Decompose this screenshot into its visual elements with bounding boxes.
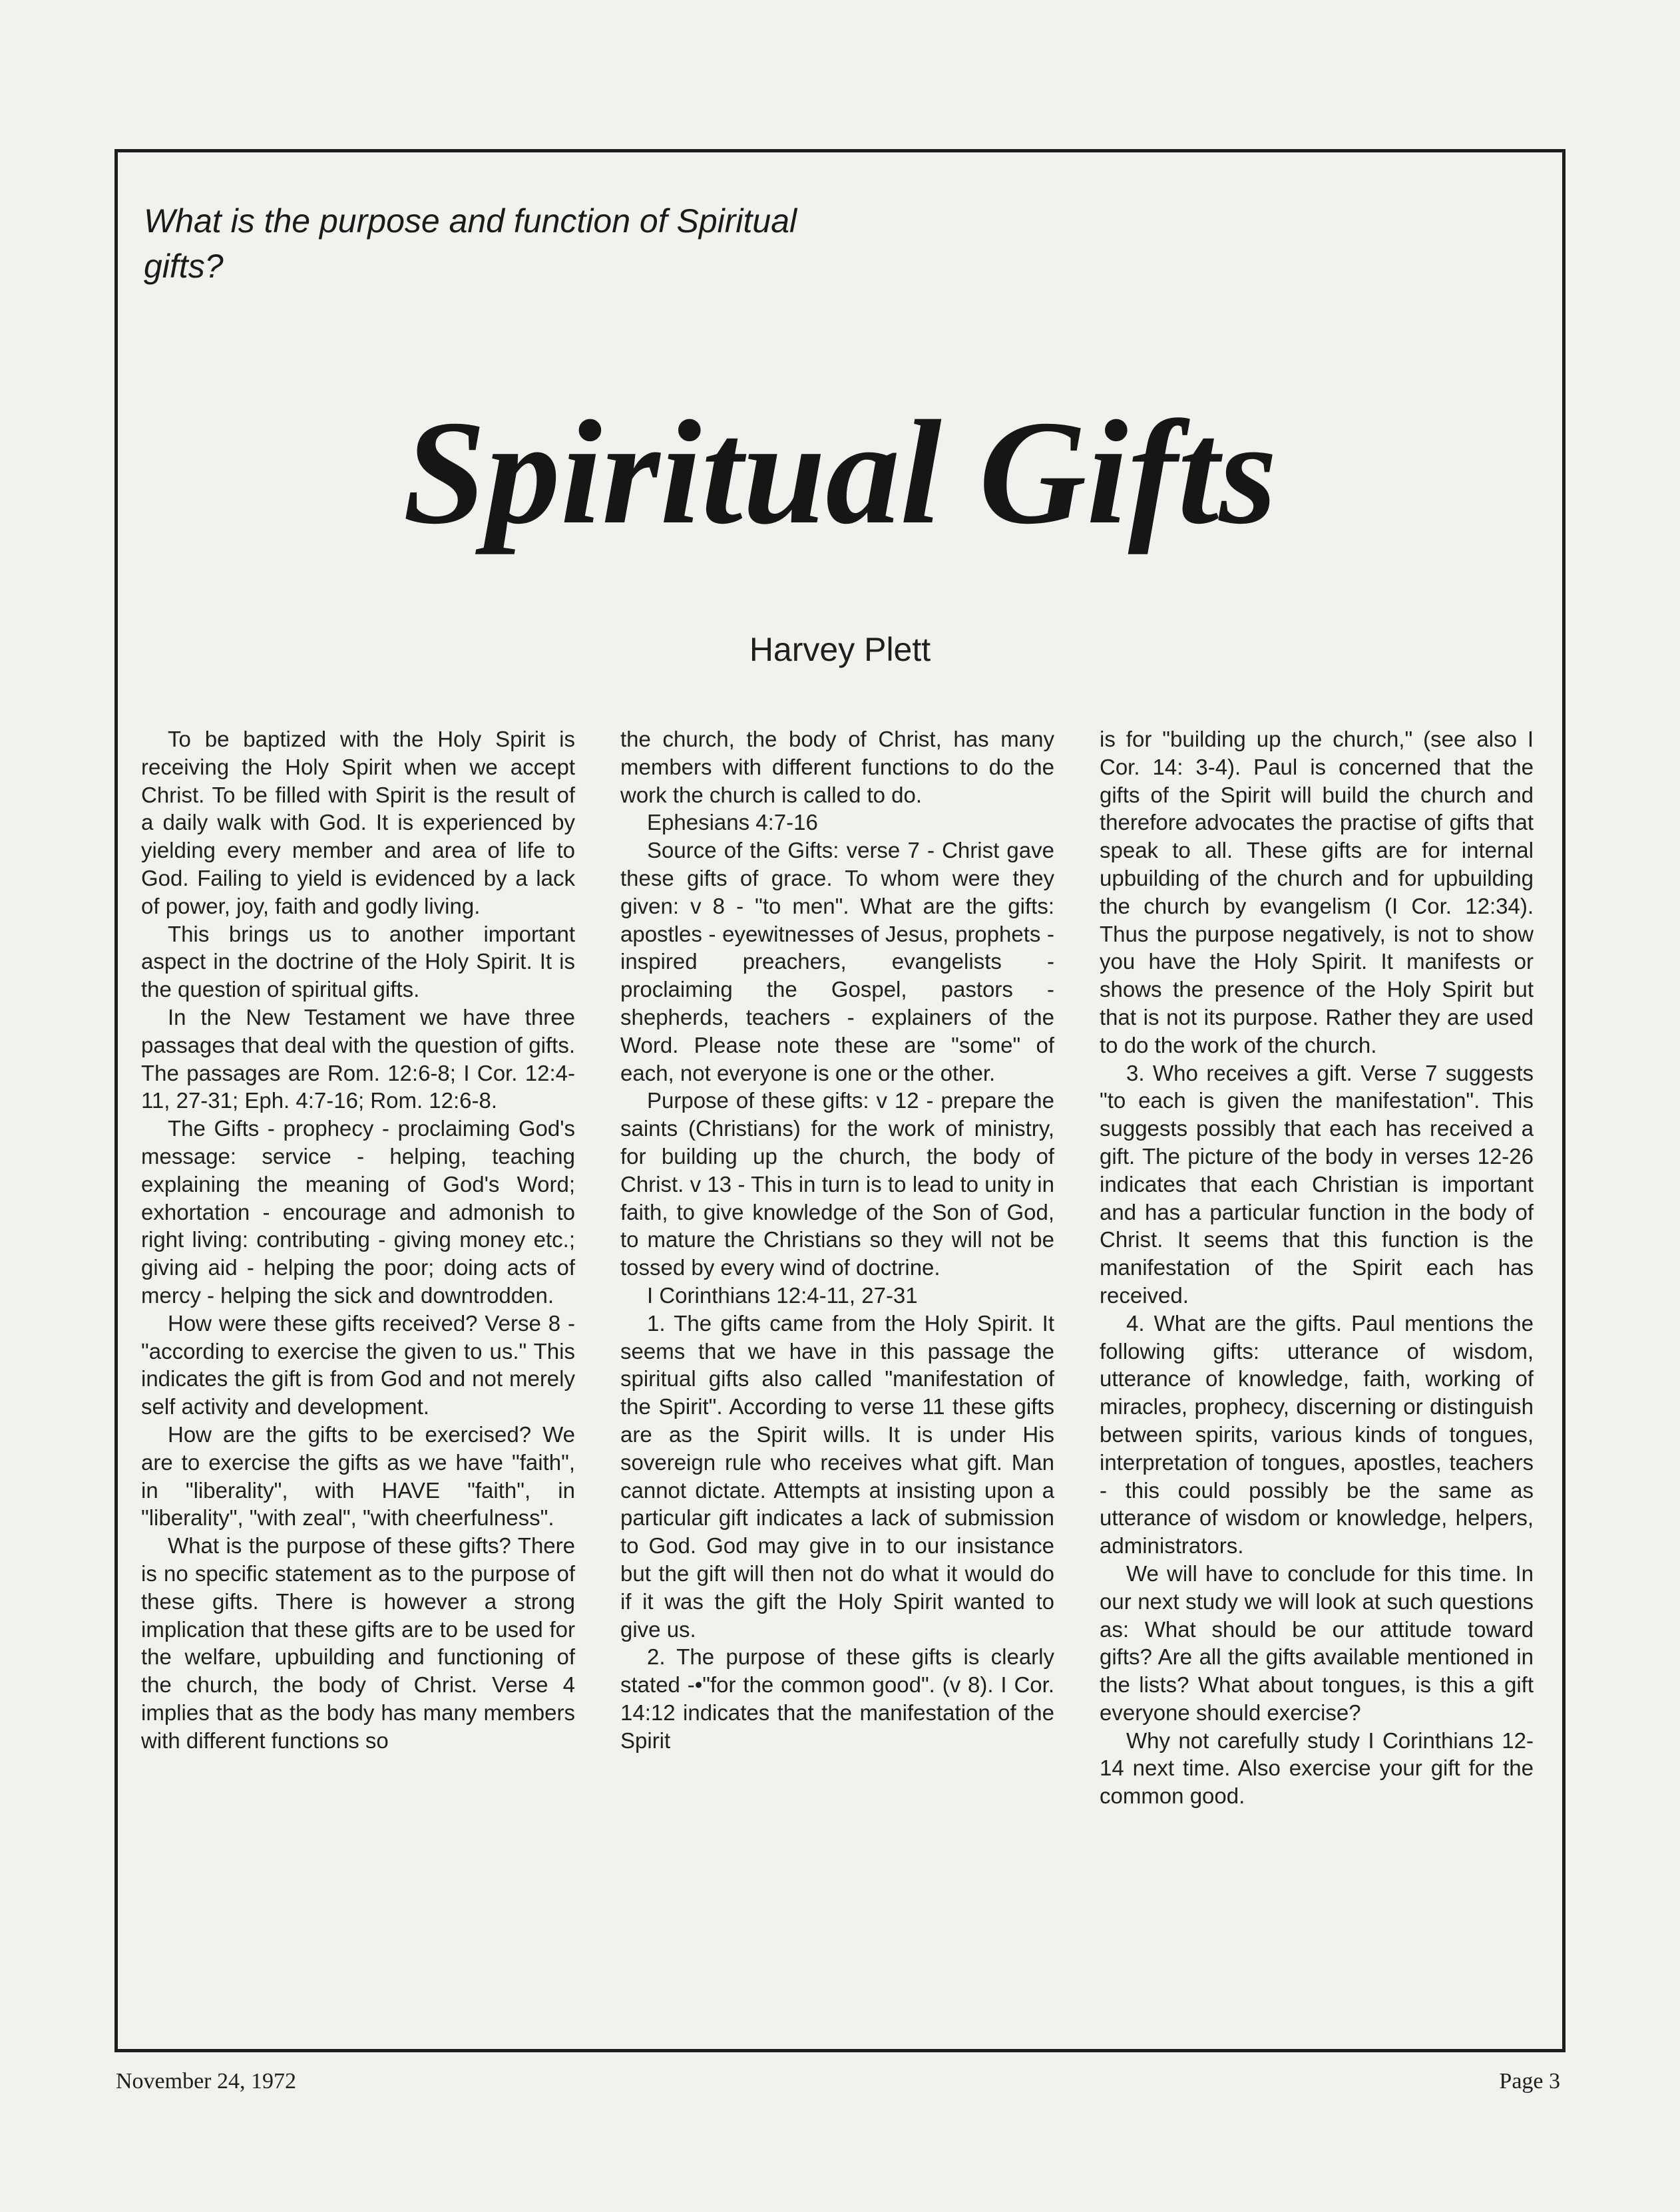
article-question: What is the purpose and function of Spiritual gifts? <box>144 202 797 285</box>
article-author: Harvey Plett <box>749 631 931 668</box>
paragraph: To be baptized with the Holy Spirit is receiving the Holy Spirit when we accept Christ. To be filled with Spirit is the result of a daily walk with God. It is experienced by yielding every member and area of life to God. Failing to yield is evidenced by a lack of power, joy, faith and godly living. <box>141 727 575 918</box>
paragraph: Why not carefully study I Corinthians 12-14 next time. Also exercise your gift for the common good. <box>1100 1728 1534 1809</box>
issue-date: November 24, 1972 <box>116 2069 297 2094</box>
article-title: Spiritual Gifts <box>403 390 1277 555</box>
article-column-1 <box>141 725 575 1754</box>
paragraph: What is the purpose of these gifts? There is no specific statement as to the purpose of these gifts. There is however a strong implication that these gifts are to be used for the welfare, upbuilding and functioning of the church, the body of Christ. Verse 4 implies that as the body has many members with different functions so <box>141 1533 575 1753</box>
paragraph: The Gifts - prophecy - proclaiming God's message: service - helping, teaching explaining the meaning of God's Word; exhortation - encourage and admonish to right living: contributing - giving money etc.; giving aid - helping the poor; doing acts of mercy - helping the sick and downtrodden. <box>141 1116 575 1308</box>
paragraph: How are the gifts to be exercised? We are to exercise the gifts as we have "faith", in "liberality", with HAVE "faith", in "liberality", "with zeal", "with cheerfulness". <box>141 1421 575 1531</box>
paragraph: Source of the Gifts: verse 7 - Christ gave these gifts of grace. To whom were they given: v 8 - "to men". What are the gifts: apostles - eyewitnesses of Jesus, prophets - inspired preachers, evangelists - proclaiming the Gospel, pastors - shepherds, teachers - explainers of the Word. Please note these are "some" of each, not everyone is one or the other. <box>620 838 1054 1085</box>
paragraph: 4. What are the gifts. Paul mentions the following gifts: utterance of wisdom, utterance of knowledge, faith, working of miracles, prophecy, discerning or distinguish between spirits, various kinds of tongues, interpretation of tongues, apostles, teachers - this could possibly be the same as utterance of wisdom or knowledge, helpers, administrators. <box>1100 1310 1534 1559</box>
paragraph: 1. The gifts came from the Holy Spirit. It seems that we have in this passage the spiritual gifts also called "manifestation of the Spirit". According to verse 11 these gifts are as the Spirit wills. It is under His sovereign rule who receives what gift. Man cannot dictate. Attempts at insisting upon a particular gift indicates a lack of submission to God. God may give in to our insistance but the gift will then not do what it would do if it was the gift the Holy Spirit wanted to give us. <box>620 1310 1054 1642</box>
paragraph: 2. The purpose of these gifts is clearly stated -•"for the common good". (v 8). I Cor. 14:12 indicates that the manifestation of the Spirit <box>620 1644 1054 1753</box>
paragraph: Purpose of these gifts: v 12 - prepare the saints (Christians) for the work of ministry, for building up the church, the body of Christ. v 13 - This in turn is to lead to unity in faith, to give knowledge of the Son of God, to mature the Christians so they will not be tossed by every wind of doctrine. <box>620 1088 1054 1280</box>
section-heading: Ephesians 4:7-16 <box>647 810 818 835</box>
section-heading: I Corinthians 12:4-11, 27-31 <box>647 1282 918 1308</box>
paragraph: This brings us to another important aspect in the doctrine of the Holy Spirit. It is the question of spiritual gifts. <box>141 921 575 1002</box>
article-column-3 <box>1100 725 1534 1810</box>
article-column-2 <box>620 725 1054 1754</box>
paragraph: the church, the body of Christ, has many members with different functions to do the work the church is called to do. <box>620 727 1054 807</box>
page-number: Page 3 <box>1499 2069 1560 2094</box>
paragraph: 3. Who receives a gift. Verse 7 suggests "to each is given the manifestation". This suggests possibly that each has received a gift. The picture of the body in verses 12-26 indicates that each Christian is important and has a particular function in the body of Christ. It seems that this function is the manifestation of the Spirit each has received. <box>1100 1060 1534 1308</box>
paragraph: is for "building up the church," (see also I Cor. 14: 3-4). Paul is concerned that the gifts of the Spirit will build the church and therefore advocates the practise of gifts that speak to all. These gifts are for internal upbuilding of the church and for upbuilding the church by evangelism (I Cor. 12:34). Thus the purpose negatively, is not to show you have the Holy Spirit. It manifests or shows the presence of the Holy Spirit but that is not its purpose. Rather they are used to do the work of the church. <box>1100 727 1534 1057</box>
paragraph: We will have to conclude for this time. In our next study we will look at such questions as: What should be our attitude toward gifts? Are all the gifts available mentioned in the lists? What about tongues, is this a gift everyone should exercise? <box>1100 1561 1534 1725</box>
paragraph: How were these gifts received? Verse 8 - "according to exercise the given to us." This indicates the gift is from God and not merely self activity and development. <box>141 1310 575 1419</box>
paragraph: In the New Testament we have three passages that deal with the question of gifts. The passages are Rom. 12:6-8; I Cor. 12:4-11, 27-31; Eph. 4:7-16; Rom. 12:6-8. <box>141 1004 575 1113</box>
